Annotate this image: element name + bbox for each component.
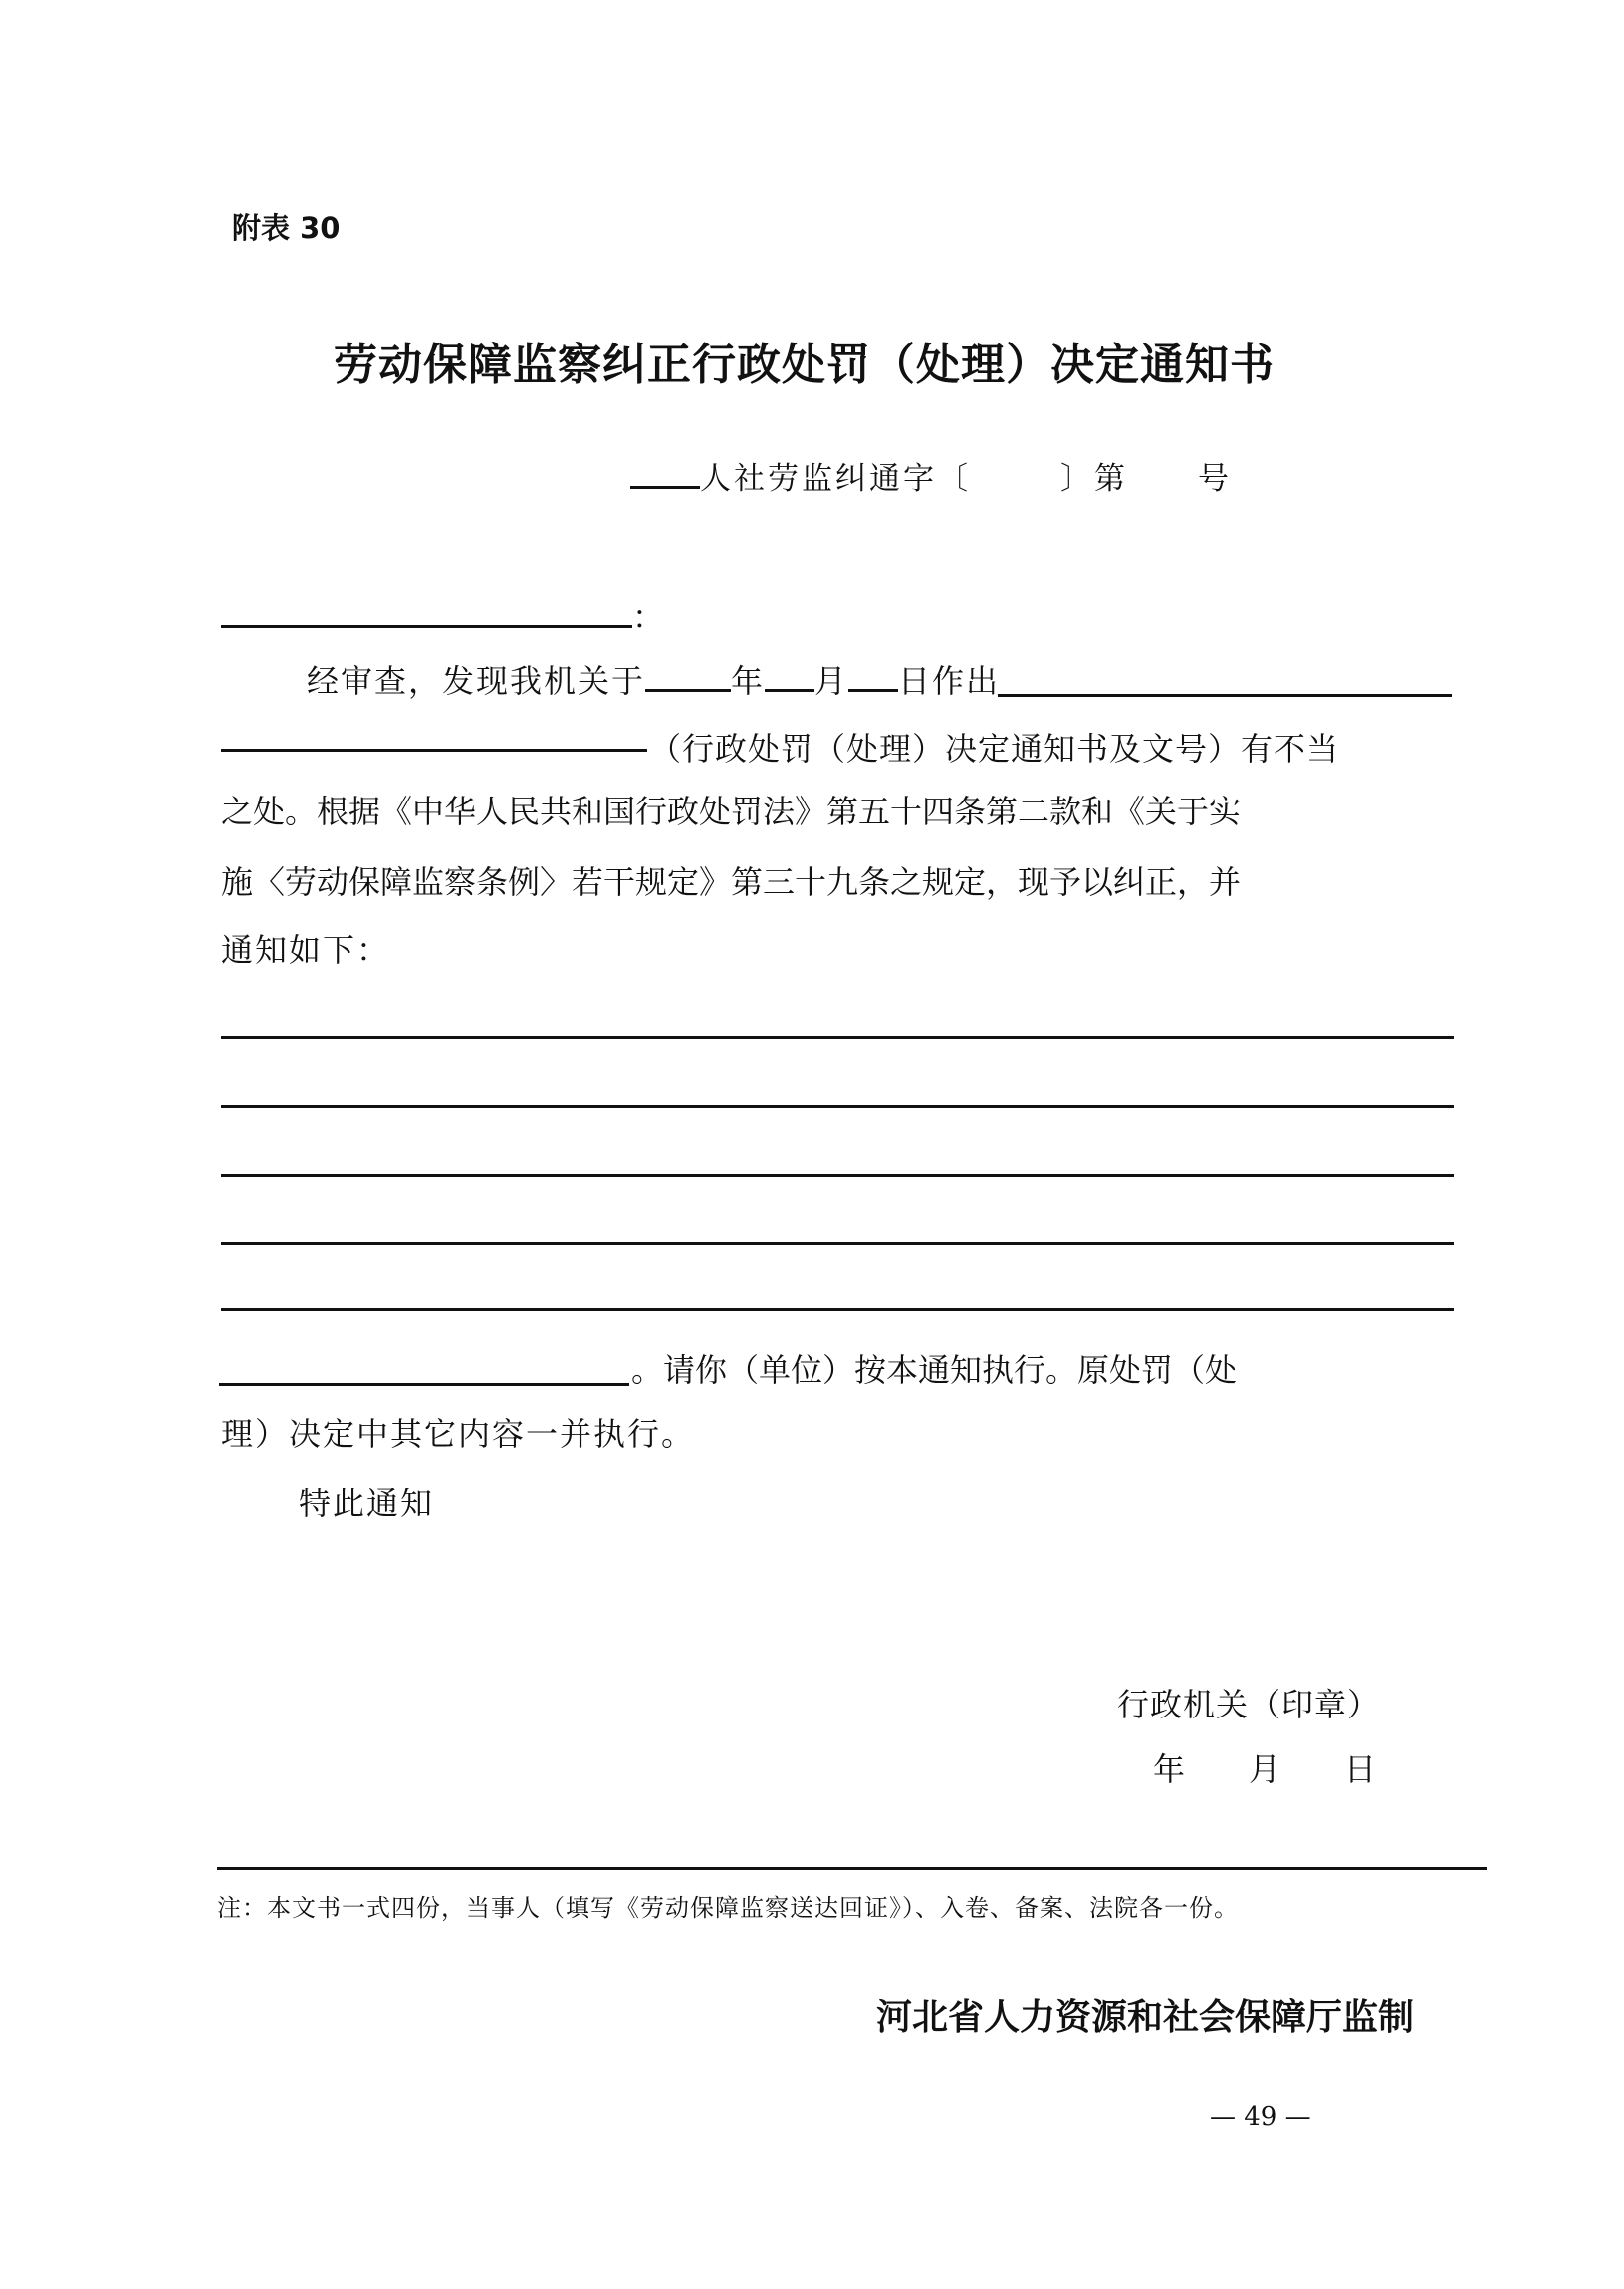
- correction-fill-line[interactable]: [221, 1036, 1454, 1039]
- closing-line-1: 。请你（单位）按本通知执行。原处罚（处: [631, 1351, 1238, 1389]
- signature-date: [1153, 1749, 1376, 1789]
- correction-fill-line[interactable]: [221, 1242, 1454, 1245]
- document-title: 劳动保障监察纠正行政处罚（处理）决定通知书: [334, 340, 1275, 390]
- recipient-field[interactable]: [221, 595, 632, 628]
- month-label: 月: [814, 662, 849, 700]
- notice-text: 特此通知: [299, 1485, 435, 1522]
- day-field[interactable]: [848, 659, 898, 692]
- footer-note: 注：本文书一式四份，当事人（填写《劳动保障监察送达回证》）、入卷、备案、法院各一份。: [217, 1894, 1239, 1922]
- signature-date-day: 日: [1344, 1750, 1377, 1788]
- closing-line-2: 理）决定中其它内容一并执行。: [221, 1415, 696, 1453]
- signature-date-month: 月: [1249, 1750, 1281, 1788]
- year-label: 年: [731, 662, 766, 700]
- recipient-line: [221, 595, 664, 637]
- correction-fill-line[interactable]: [221, 1174, 1454, 1177]
- closing-field[interactable]: [219, 1383, 629, 1386]
- appendix-label: 附表 30: [232, 211, 341, 245]
- body-line-2: （行政处罚（处理）决定通知书及文号）有不当: [649, 730, 1340, 768]
- decision-field-line-1[interactable]: [998, 694, 1452, 697]
- body-line-1: [307, 659, 1000, 701]
- correction-fill-line[interactable]: [221, 1308, 1454, 1311]
- issuing-authority-seal: 行政机关（印章）: [1117, 1686, 1381, 1723]
- recipient-colon: ：: [632, 598, 665, 636]
- body-line-3: 之处。根据《中华人民共和国行政处罚法》第五十四条第二款和《关于实: [221, 793, 1242, 830]
- month-field[interactable]: [765, 659, 814, 692]
- signature-date-year: 年: [1153, 1750, 1186, 1788]
- document-number-prefix-field[interactable]: [630, 456, 700, 489]
- document-number-text-part1: 人社劳监纠通字〔: [700, 461, 971, 497]
- document-number-text-part2: 〕第: [1060, 461, 1128, 497]
- document-number-text-part3: 号: [1198, 461, 1232, 497]
- issuer-label: 河北省人力资源和社会保障厅监制: [876, 1997, 1415, 2038]
- correction-fill-line[interactable]: [221, 1105, 1454, 1108]
- body-line-1-prefix: 经审查，发现我机关于: [307, 662, 646, 700]
- footer-divider: [217, 1867, 1487, 1870]
- day-label: 日作出: [898, 662, 1001, 700]
- body-line-5: 通知如下：: [221, 931, 391, 969]
- year-field[interactable]: [645, 659, 731, 692]
- decision-field-line-2[interactable]: [221, 749, 647, 752]
- page-number: — 49 —: [1210, 2102, 1311, 2132]
- body-line-4: 施〈劳动保障监察条例〉若干规定》第三十九条之规定，现予以纠正，并: [221, 863, 1242, 901]
- document-number-line: [630, 456, 1232, 499]
